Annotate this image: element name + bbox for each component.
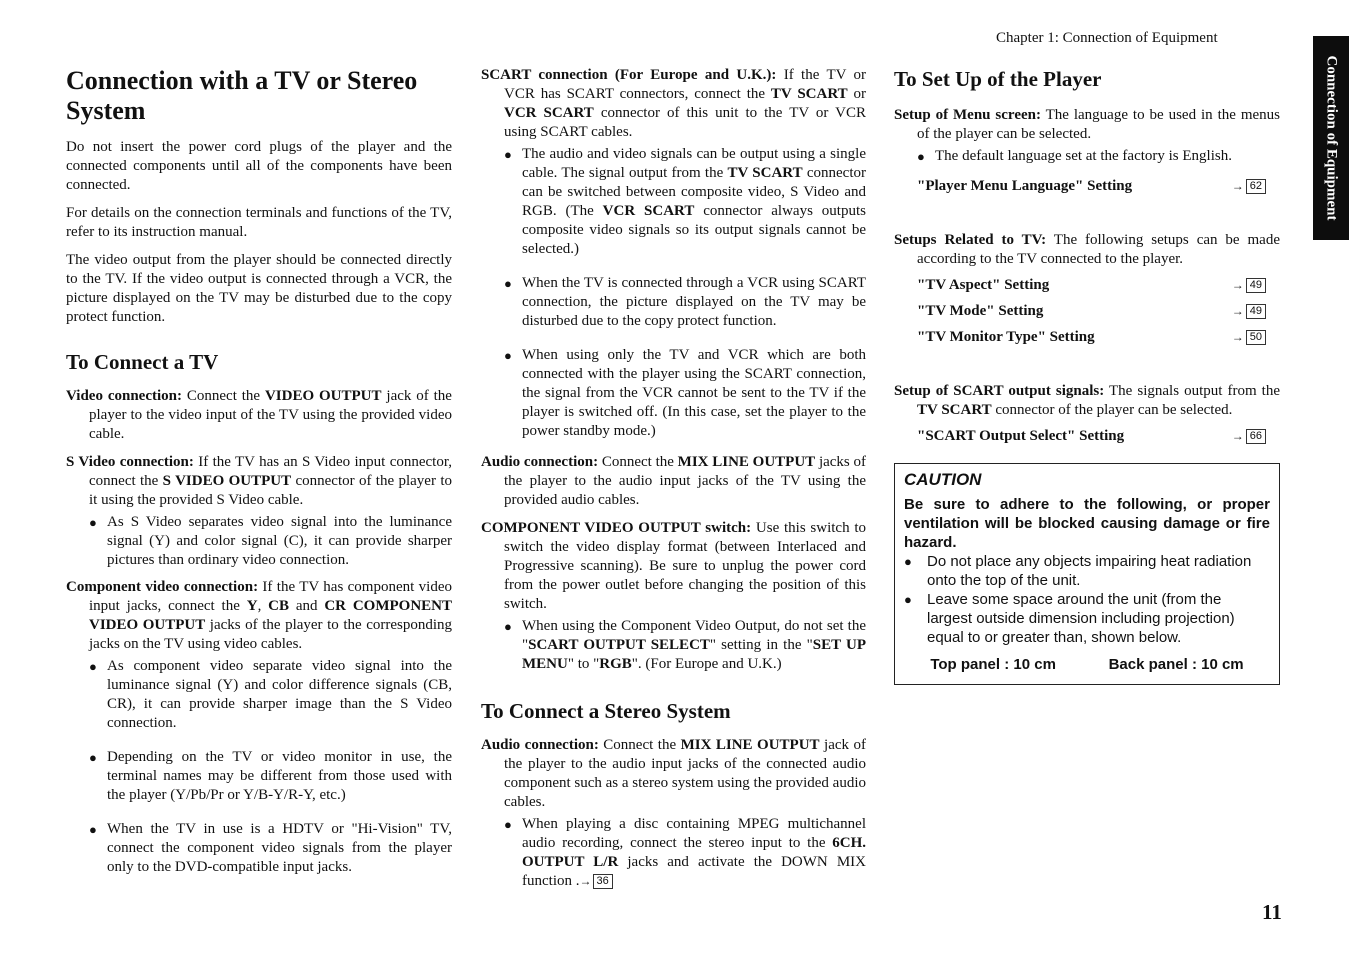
caution-title: CAUTION <box>904 470 982 489</box>
audio-connection-text: Audio connection: Connect the MIX LINE OUTPUT jacks of the player to the audio input jacks of the TV using the provided audio cables. <box>481 454 867 508</box>
list-item: ● When the TV is connected through a VCR using SCART connection, the picture displayed on the TV may be disturbed due to the copy protect function. <box>504 274 866 331</box>
svideo-connection-text: S Video connection: If the TV has an S Video input connector, connect the S VIDEO OUTPUT connector of the player to it using the provided S Video cable. <box>66 454 452 508</box>
section-heading-connect-tv: To Connect a TV <box>66 350 219 374</box>
setting-reference-row[interactable] <box>917 303 1266 320</box>
page-reference[interactable] <box>1232 179 1266 194</box>
list-item: ● The audio and video signals can be output using a single cable. The signal output from the TV SCART connector can be switched between composite video, S Video and RGB. (The VCR SCART connector always outputs composite video signals so its output signals cannot be selected.) <box>504 145 866 259</box>
list-item: ● As S Video separates video signal into the luminance signal (Y) and color signal (C), it can provide sharper pictures than ordinary video connection. <box>89 513 452 570</box>
book-icon: 50 <box>1246 330 1266 345</box>
list-item: ● When using only the TV and VCR which are both connected with the player using the SCART connection, the signal from the VCR cannot be sent to the TV if the player is switched off. (In this case, set the player to the power standby mode.) <box>504 346 866 441</box>
section-heading-setup: To Set Up of the Player <box>894 67 1102 91</box>
component-switch-text: COMPONENT VIDEO OUTPUT switch: Use this switch to switch the video display format (between Interlaced and Progressive scanning). Be sure to unplug the power cord from the power outlet before changing the position of this switch. <box>481 520 866 612</box>
arrow-icon: → <box>1231 278 1244 292</box>
setting-name: "TV Monitor Type" Setting <box>917 329 1095 345</box>
setting-reference-row[interactable] <box>917 428 1266 445</box>
book-icon: 66 <box>1246 429 1266 444</box>
setting-reference-row[interactable] <box>917 277 1266 294</box>
arrow-icon: → <box>1231 304 1244 318</box>
page-reference[interactable] <box>1232 429 1266 444</box>
intro-paragraph: The video output from the player should be connected directly to the TV. If the video output is connected through a VCR, the picture displayed on the TV may be disturbed due to the copy protect function. <box>66 252 452 325</box>
stereo-audio-connection-text: Audio connection: Connect the MIX LINE OUTPUT jack of the player to the audio input jacks of the connected audio component such as a stereo system using the provided audio cables. <box>481 737 867 810</box>
side-tab-label: Connection of Equipment <box>1323 55 1340 221</box>
page-reference[interactable] <box>1232 304 1266 319</box>
caution-box <box>894 463 1280 685</box>
setting-name: "TV Aspect" Setting <box>917 277 1050 293</box>
arrow-icon: → <box>1231 330 1244 344</box>
list-item: ● The default language set at the factory is English. <box>917 147 1280 166</box>
video-connection-text: Video connection: Connect the VIDEO OUTPUT jack of the player to the video input of the TV using the provided video cable. <box>66 388 452 442</box>
list-item: ● When the TV in use is a HDTV or "Hi-Vision" TV, connect the component video signals from the player only to the DVD-compatible input jacks. <box>89 820 452 877</box>
intro-paragraph: Do not insert the power cord plugs of the player and the connected components until all of the components have been connected. <box>66 139 452 193</box>
book-icon: 62 <box>1246 179 1266 194</box>
page-number: 11 <box>1262 900 1282 924</box>
menu-setup-text: Setup of Menu screen: The language to be used in the menus of the player can be selected. <box>894 107 1280 142</box>
tv-setup-text: Setups Related to TV: The following setups can be made according to the TV connected to the player. <box>894 232 1280 267</box>
arrow-icon: → <box>1231 429 1244 443</box>
setting-name: "Player Menu Language" Setting <box>917 178 1133 194</box>
scart-connection-text: SCART connection (For Europe and U.K.): If the TV or VCR has SCART connectors, connect the TV SCART or VCR SCART connector of this unit to the TV or VCR using SCART cables. <box>481 67 866 140</box>
setting-name: "SCART Output Select" Setting <box>917 428 1125 444</box>
list-item: ● Depending on the TV or video monitor in use, the terminal names may be different from those used with the player (Y/Pb/Pr or Y/B-Y/R-Y, etc.) <box>89 748 452 805</box>
scart-setup-text: Setup of SCART output signals: The signals output from the TV SCART connector of the player can be selected. <box>894 383 1280 418</box>
component-connection-text: Component video connection: If the TV has component video input jacks, connect the Y, CB and CR COMPONENT VIDEO OUTPUT jacks of the player to the corresponding jacks on the TV using video cables. <box>66 579 453 652</box>
list-item: ● When using the Component Video Output, do not set the "SCART OUTPUT SELECT" setting in the "SET UP MENU" to "RGB". (For Europe and U.K.) <box>504 617 866 674</box>
page-title: Connection with a TV or Stereo System <box>66 66 418 125</box>
list-item: ● When playing a disc containing MPEG multichannel audio recording, connect the stereo input to the 6CH. OUTPUT L/R jacks and activate the DOWN MIX function . → 36 <box>504 815 866 891</box>
caution-warning: Be sure to adhere to the following, or proper ventilation will be blocked causing damage or fire hazard. <box>904 496 1270 551</box>
clearance-values <box>904 655 1270 674</box>
top-panel-clearance: Top panel : 10 cm <box>930 656 1056 673</box>
column-2 <box>481 66 866 899</box>
arrow-icon: → <box>579 874 592 888</box>
section-heading-connect-stereo: To Connect a Stereo System <box>481 699 731 723</box>
intro-paragraph: For details on the connection terminals and functions of the TV, refer to its instruction manual. <box>66 205 452 240</box>
book-icon: 49 <box>1246 278 1266 293</box>
column-3 <box>894 66 1280 685</box>
setting-reference-row[interactable] <box>917 329 1266 346</box>
page-reference[interactable] <box>1232 278 1266 293</box>
back-panel-clearance: Back panel : 10 cm <box>1108 656 1244 673</box>
book-icon: 49 <box>1246 304 1266 319</box>
caution-item: ● Do not place any objects impairing heat radiation onto the top of the unit. <box>904 553 1252 589</box>
list-item: ● As component video separate video signal into the luminance signal (Y) and color difference signals (CB, CR), it can provide sharper image than the S Video connection. <box>89 657 452 733</box>
chapter-header: Chapter 1: Connection of Equipment <box>996 30 1218 46</box>
caution-item: ● Leave some space around the unit (from the largest outside dimension including projection) equal to or greater than, shown below. <box>904 591 1235 646</box>
arrow-icon: → <box>1231 179 1244 193</box>
book-icon: 36 <box>593 874 613 889</box>
setting-name: "TV Mode" Setting <box>917 303 1044 319</box>
column-1 <box>66 66 452 885</box>
page-reference[interactable] <box>580 872 613 891</box>
page-reference[interactable] <box>1232 330 1266 345</box>
setting-reference-row[interactable] <box>917 178 1266 195</box>
side-tab <box>1313 36 1349 240</box>
